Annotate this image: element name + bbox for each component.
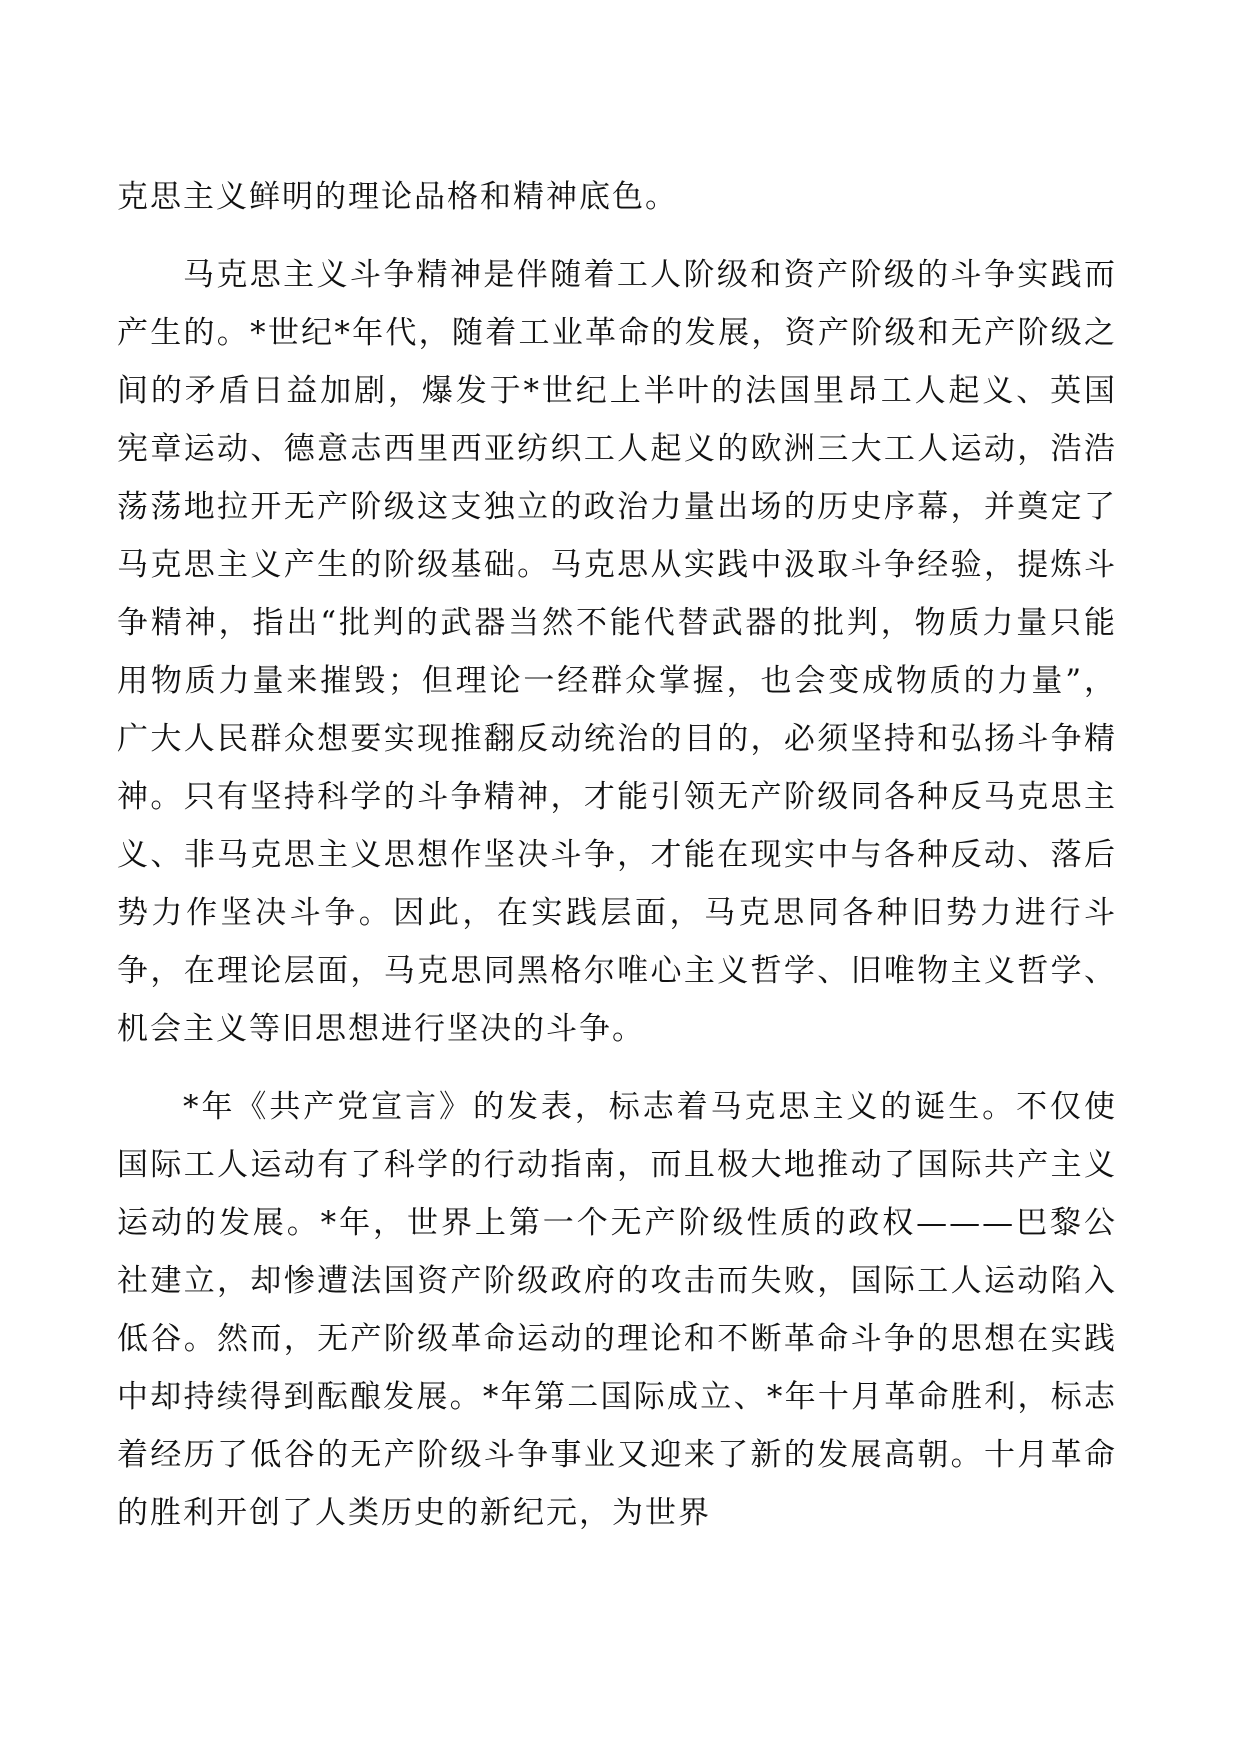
paragraph-communist-manifesto: *年《共产党宣言》的发表，标志着马克思主义的诞生。不仅使国际工人运动有了科学的行动指南，而且极大地推动了国际共产主义运动的发展。*年，世界上第一个无产阶级性质的政权———巴黎公社建立，却惨遭法国资产阶级政府的攻击而失败，国际工人运动陷入低谷。然而，无产阶级革命运动的理论和不断革命斗争的思想在实践中却持续得到酝酿发展。*年第二国际成立、*年十月革命胜利，标志着经历了低谷的无产阶级斗争事业又迎来了新的发展高朝。十月革命的胜利开创了人类历史的新纪元，为世界 <box>117 1089 1117 1531</box>
paragraph-struggle-spirit-origin: 马克思主义斗争精神是伴随着工人阶级和资产阶级的斗争实践而产生的。*世纪*年代，随着工业革命的发展，资产阶级和无产阶级之间的矛盾日益加剧，爆发于*世纪上半叶的法国里昂工人起义、英国宪章运动、德意志西里西亚纺织工人起义的欧洲三大工人运动，浩浩荡荡地拉开无产阶级这支独立的政治力量出场的历史序幕，并奠定了马克思主义产生的阶级基础。马克思从实践中汲取斗争经验，提炼斗争精神，指出“批判的武器当然不能代替武器的批判，物质力量只能用物质力量来摧毁；但理论一经群众掌握，也会变成物质的力量”，广大人民群众想要实现推翻反动统治的目的，必须坚持和弘扬斗争精神。只有坚持科学的斗争精神，才能引领无产阶级同各种反马克思主义、非马克思主义思想作坚决斗争，才能在现实中与各种反动、落后势力作坚决斗争。因此，在实践层面，马克思同各种旧势力进行斗争，在理论层面，马克思同黑格尔唯心主义哲学、旧唯物主义哲学、机会主义等旧思想进行坚决的斗争。 <box>117 257 1117 1047</box>
paragraph-continuation: 克思主义鲜明的理论品格和精神底色。 <box>117 179 678 215</box>
paragraph-gap <box>117 1058 1117 1078</box>
document-body <box>117 168 1117 1542</box>
paragraph-gap <box>117 226 1117 246</box>
